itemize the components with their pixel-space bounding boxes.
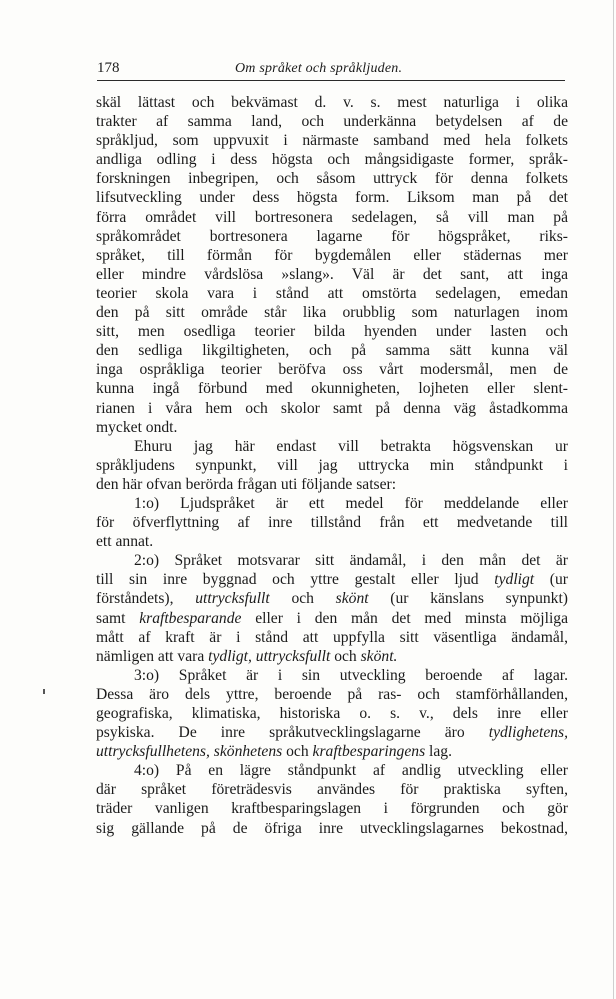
text-segment: (ur xyxy=(534,571,568,589)
text-line: sitt, men osedliga teorier bilda hyenden under lasten och xyxy=(96,323,568,341)
page-edge xyxy=(613,0,614,999)
text-segment: eller i den mån det med minsta möjliga xyxy=(241,609,569,627)
text-line: teorier skola vara i stånd att omstörta sedelagen, emedan xyxy=(96,284,568,302)
margin-mark xyxy=(43,689,45,694)
text-segment: (ur känslans synpunkt) xyxy=(368,590,568,608)
emphasized-term: uttrycksfullt xyxy=(195,590,270,608)
text-segment: lag. xyxy=(425,743,453,761)
text-line: den sedliga likgiltigheten, och på samma sätt kunna väl xyxy=(96,342,568,360)
text-line: 4:o) På en lägre ståndpunkt af andlig utveckling eller xyxy=(134,762,568,780)
emphasized-term: tydligt, uttrycksfullt xyxy=(208,647,331,665)
text-line xyxy=(96,742,568,761)
text-segment: och xyxy=(330,647,361,665)
page-header xyxy=(97,60,567,80)
text-line: den på sitt område står lika orubblig som naturlagen inom xyxy=(96,304,568,322)
text-line: andliga odling i dess högsta och mångsidigaste former, språk- xyxy=(96,151,568,169)
text-line: träder vanligen kraftbesparingslagen i förgrunden och gör xyxy=(96,800,568,818)
text-line xyxy=(96,609,568,628)
text-line: eller mindre vårdslösa »slang». Väl är det sant, att inga xyxy=(96,265,568,283)
text-segment: psykiska. De inre språkutvecklingslagarne äro xyxy=(96,724,489,742)
text-line: inga ospråkliga teorier beröfva oss vårt modersmål, men de xyxy=(96,361,568,379)
text-segment: nämligen att vara xyxy=(96,647,209,665)
text-line: rianen i våra hem och skolor samt på denna väg åstadkomma xyxy=(96,399,568,417)
text-line: språkområdet bortresonera lagarne för högspråket, riks- xyxy=(96,227,568,245)
text-line: Dessa äro dels yttre, beroende på ras- och stamförhållanden, xyxy=(96,685,568,703)
text-line: den här ofvan berörda frågan uti följande satser: xyxy=(96,475,397,493)
text-line: mycket ondt. xyxy=(96,418,178,436)
text-segment: förståndets), xyxy=(96,590,196,608)
text-line: för öfverflyttning af inre tillstånd från ett medvetande till xyxy=(96,514,568,532)
text-line: 1:o) Ljudspråket är ett medel för meddelande eller xyxy=(134,494,568,512)
page-number: 178 xyxy=(97,60,120,76)
text-line: geografiska, klimatiska, historiska o. s. v., dels inre eller xyxy=(96,705,568,722)
text-line: språkljudens synpunkt, vill jag uttrycka min ståndpunkt i xyxy=(96,456,568,474)
emphasized-term: skönt xyxy=(335,590,369,608)
text-line xyxy=(96,723,568,742)
text-segment: och xyxy=(269,590,336,608)
text-line: förra området vill bortresonera sedelagen, så vill man på xyxy=(96,208,568,226)
emphasized-term: skönt. xyxy=(360,647,398,665)
emphasized-term: uttrycksfullhetens, skönhetens xyxy=(96,743,283,761)
text-line: mått af kraft är i stånd att uppfylla sitt väsentliga ändamål, xyxy=(96,628,568,646)
text-line: ett annat. xyxy=(96,533,154,551)
text-line: sig gällande på de öfriga inre utvecklingslagarnes bekostnad, xyxy=(96,819,568,837)
text-line: språket, till förmån för bygdemålen eller städernas mer xyxy=(96,246,568,264)
text-line: skäl lättast och bekvämast d. v. s. mest naturliga i olika xyxy=(96,94,568,111)
emphasized-term: tydligt xyxy=(494,571,535,589)
text-line: där språket företrädesvis användes för praktiska syften, xyxy=(96,781,568,799)
text-line: språkljud, som uppvuxit i närmaste samband med hela folkets xyxy=(96,132,568,150)
running-title: Om språket och språkljuden. xyxy=(235,61,403,76)
text-segment: och xyxy=(282,743,313,761)
emphasized-term: tydlighetens, xyxy=(488,724,568,742)
text-line: trakter af samma land, och underkänna betydelsen af de xyxy=(96,113,568,131)
text-line: 2:o) Språket motsvarar sitt ändamål, i den mån det är xyxy=(134,552,568,570)
text-segment: till sin inre byggnad och yttre gestalt eller ljud xyxy=(96,571,495,589)
text-line: Ehuru jag här endast vill betrakta högsvenskan ur xyxy=(134,437,568,455)
text-line xyxy=(96,570,568,589)
emphasized-term: kraftbesparande xyxy=(139,609,242,627)
text-line: lifsutveckling under dess högsta form. Liksom man på det xyxy=(96,189,568,207)
body-text xyxy=(96,93,568,838)
text-line: forskningen inbegripen, och såsom uttryck för denna folkets xyxy=(96,170,568,188)
text-line: 3:o) Språket är i sin utveckling beroende af lagar. xyxy=(134,666,568,684)
text-line: kunna ingå förbund med okunnigheten, lojheten eller slent- xyxy=(96,380,568,398)
emphasized-term: kraftbesparingens xyxy=(312,743,426,761)
text-segment: samt xyxy=(96,609,140,627)
text-line xyxy=(96,647,568,666)
text-line xyxy=(96,589,568,608)
header-rule xyxy=(97,80,565,81)
